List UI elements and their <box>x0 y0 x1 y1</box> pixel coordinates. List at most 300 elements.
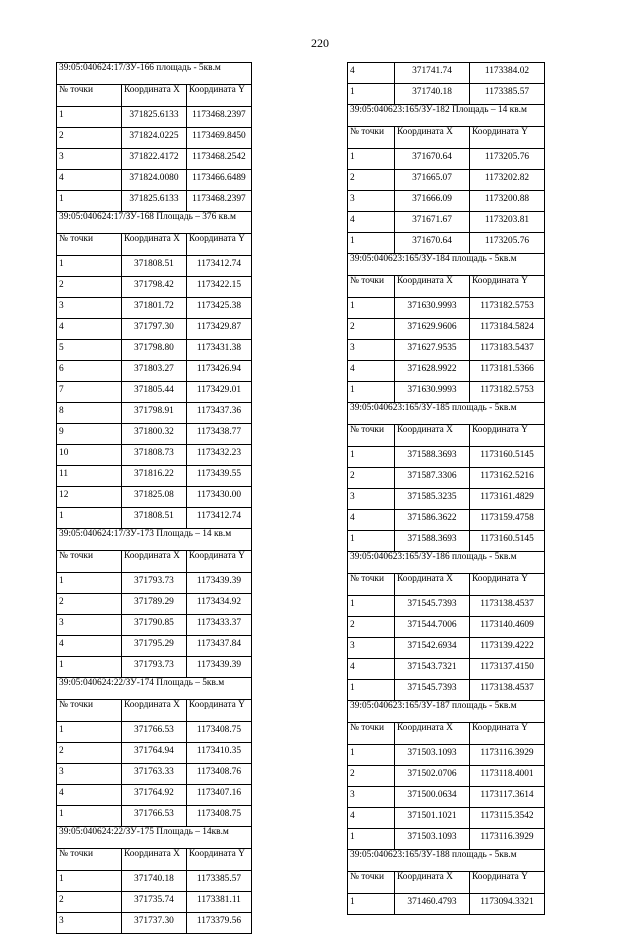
coordinate-y: 1173139.4222 <box>470 638 545 659</box>
parcel-title: 39:05:040623:165/ЗУ-185 площадь - 5кв.м <box>348 403 545 425</box>
point-number: 11 <box>57 466 122 487</box>
table-row <box>348 531 545 552</box>
coordinate-y-header: Координата Y <box>186 700 251 722</box>
left-coordinate-column <box>56 62 252 934</box>
coordinate-x: 371503.1093 <box>395 829 470 850</box>
coordinate-y-header: Координата Y <box>470 425 545 447</box>
point-number: 8 <box>57 403 122 424</box>
point-number: 2 <box>348 617 395 638</box>
point-number: 1 <box>57 871 122 892</box>
point-number: 9 <box>57 424 122 445</box>
point-number: 3 <box>57 149 122 170</box>
table-row <box>348 340 545 361</box>
coordinate-y: 1173117.3614 <box>470 787 545 808</box>
column-header-row <box>57 234 252 256</box>
coordinate-x: 371825.6133 <box>121 107 186 128</box>
point-number: 1 <box>348 298 395 319</box>
point-number: 3 <box>348 787 395 808</box>
coordinate-x: 371825.6133 <box>121 191 186 212</box>
coordinate-y: 1173183.5437 <box>470 340 545 361</box>
table-row <box>57 487 252 508</box>
coordinate-x: 371543.7321 <box>395 659 470 680</box>
coordinate-x: 371824.0225 <box>121 128 186 149</box>
parcel-title-row <box>57 678 252 700</box>
coordinate-y: 1173426.94 <box>186 361 251 382</box>
table-row <box>348 170 545 191</box>
point-number: 3 <box>348 638 395 659</box>
point-number: 2 <box>348 468 395 489</box>
coordinate-y: 1173468.2542 <box>186 149 251 170</box>
coordinate-y: 1173385.57 <box>470 84 545 105</box>
point-number: 4 <box>57 170 122 191</box>
coordinate-y: 1173182.5753 <box>470 298 545 319</box>
column-header-row <box>348 872 545 894</box>
coordinate-y-header: Координата Y <box>470 574 545 596</box>
table-row <box>348 212 545 233</box>
table-row <box>348 361 545 382</box>
parcel-title: 39:05:040624:17/ЗУ-168 Площадь – 376 кв.м <box>57 212 252 234</box>
coordinate-x: 371764.92 <box>121 785 186 806</box>
parcel-title-row <box>348 850 545 872</box>
point-number: 3 <box>57 615 122 636</box>
point-number-header: № точки <box>348 872 395 894</box>
table-row <box>348 596 545 617</box>
table-row <box>57 382 252 403</box>
coordinate-x: 371741.74 <box>395 63 470 84</box>
table-row <box>348 298 545 319</box>
coordinate-y: 1173200.88 <box>470 191 545 212</box>
coordinate-x: 371737.30 <box>121 913 186 934</box>
coordinate-y: 1173432.23 <box>186 445 251 466</box>
coordinate-y: 1173468.2397 <box>186 107 251 128</box>
coordinate-x-header: Координата X <box>121 700 186 722</box>
coordinate-x: 371824.0080 <box>121 170 186 191</box>
coordinate-y: 1173429.87 <box>186 319 251 340</box>
point-number: 3 <box>348 191 395 212</box>
page-number: 220 <box>311 36 329 50</box>
coordinate-x: 371808.73 <box>121 445 186 466</box>
point-number: 1 <box>348 680 395 701</box>
table-row <box>57 191 252 212</box>
table-row <box>57 298 252 319</box>
coordinate-x: 371800.32 <box>121 424 186 445</box>
coordinate-y-header: Координата Y <box>186 849 251 871</box>
parcel-title-row <box>348 254 545 276</box>
point-number: 5 <box>57 340 122 361</box>
point-number: 2 <box>57 594 122 615</box>
coordinate-x: 371801.72 <box>121 298 186 319</box>
table-row <box>57 722 252 743</box>
point-number: 4 <box>57 319 122 340</box>
coordinate-y-header: Координата Y <box>470 723 545 745</box>
coordinate-x: 371500.0634 <box>395 787 470 808</box>
coordinate-y: 1173162.5216 <box>470 468 545 489</box>
table-row <box>348 829 545 850</box>
table-row <box>57 508 252 529</box>
table-row <box>57 170 252 191</box>
table-row <box>57 445 252 466</box>
table-row <box>57 277 252 298</box>
coordinate-x: 371627.9535 <box>395 340 470 361</box>
table-row <box>57 319 252 340</box>
table-row <box>348 468 545 489</box>
coordinate-x-header: Координата X <box>395 127 470 149</box>
coordinate-y: 1173205.76 <box>470 233 545 254</box>
point-number: 3 <box>57 913 122 934</box>
coordinate-x: 371808.51 <box>121 508 186 529</box>
point-number: 2 <box>57 128 122 149</box>
coordinate-x: 371670.64 <box>395 233 470 254</box>
table-row <box>57 764 252 785</box>
coordinate-x-header: Координата X <box>395 276 470 298</box>
point-number: 1 <box>348 829 395 850</box>
coordinate-y: 1173160.5145 <box>470 447 545 468</box>
coordinate-y-header: Координата Y <box>186 85 251 107</box>
coordinate-y: 1173381.11 <box>186 892 251 913</box>
coordinate-x: 371798.91 <box>121 403 186 424</box>
table-row <box>348 63 545 84</box>
point-number: 1 <box>348 745 395 766</box>
parcel-title-row <box>57 827 252 849</box>
coordinate-y: 1173425.38 <box>186 298 251 319</box>
table-row <box>57 636 252 657</box>
point-number: 3 <box>57 298 122 319</box>
coordinate-y: 1173116.3929 <box>470 829 545 850</box>
coordinate-y: 1173429.01 <box>186 382 251 403</box>
parcel-title-row <box>57 63 252 85</box>
coordinate-y: 1173116.3929 <box>470 745 545 766</box>
parcel-title-row <box>348 105 545 127</box>
point-number: 2 <box>57 743 122 764</box>
coordinate-y: 1173182.5753 <box>470 382 545 403</box>
coordinate-x: 371502.0706 <box>395 766 470 787</box>
point-number: 12 <box>57 487 122 508</box>
table-row <box>348 510 545 531</box>
table-row <box>57 107 252 128</box>
parcel-title-row <box>57 212 252 234</box>
column-header-row <box>57 849 252 871</box>
coordinate-y-header: Координата Y <box>186 551 251 573</box>
column-header-row <box>348 723 545 745</box>
coordinate-y-header: Координата Y <box>186 234 251 256</box>
table-row <box>348 617 545 638</box>
coordinate-y: 1173140.4609 <box>470 617 545 638</box>
coordinate-x: 371630.9993 <box>395 382 470 403</box>
point-number: 2 <box>57 277 122 298</box>
table-row <box>348 233 545 254</box>
coordinate-y: 1173379.56 <box>186 913 251 934</box>
coordinate-y: 1173407.16 <box>186 785 251 806</box>
table-row <box>348 84 545 105</box>
table-row <box>348 382 545 403</box>
table-row <box>57 403 252 424</box>
coordinate-y: 1173431.38 <box>186 340 251 361</box>
parcel-title: 39:05:040623:165/ЗУ-187 площадь - 5кв.м <box>348 701 545 723</box>
coordinate-y: 1173094.3321 <box>470 894 545 915</box>
coordinate-x: 371542.6934 <box>395 638 470 659</box>
coordinate-x: 371740.18 <box>121 871 186 892</box>
coordinate-y: 1173184.5824 <box>470 319 545 340</box>
point-number-header: № точки <box>348 425 395 447</box>
coordinate-y: 1173430.00 <box>186 487 251 508</box>
table-row <box>57 892 252 913</box>
point-number: 1 <box>348 447 395 468</box>
table-row <box>57 149 252 170</box>
point-number: 4 <box>348 63 395 84</box>
point-number: 4 <box>348 808 395 829</box>
coordinate-y: 1173385.57 <box>186 871 251 892</box>
table-row <box>348 745 545 766</box>
column-header-row <box>348 276 545 298</box>
coordinate-x: 371803.27 <box>121 361 186 382</box>
parcel-title-row <box>348 552 545 574</box>
table-row <box>348 638 545 659</box>
table-row <box>57 871 252 892</box>
table-row <box>348 766 545 787</box>
point-number-header: № точки <box>57 234 122 256</box>
coordinate-x: 371822.4172 <box>121 149 186 170</box>
coordinate-y: 1173384.02 <box>470 63 545 84</box>
point-number-header: № точки <box>348 127 395 149</box>
coordinate-y: 1173412.74 <box>186 256 251 277</box>
coordinate-y: 1173118.4001 <box>470 766 545 787</box>
coordinate-x: 371764.94 <box>121 743 186 764</box>
table-row <box>57 594 252 615</box>
coordinate-x: 371628.9922 <box>395 361 470 382</box>
table-row <box>348 319 545 340</box>
coordinate-x: 371671.67 <box>395 212 470 233</box>
parcel-title: 39:05:040624:17/ЗУ-166 площадь - 5кв.м <box>57 63 252 85</box>
table-row <box>57 361 252 382</box>
coordinate-x: 371798.80 <box>121 340 186 361</box>
coordinate-x: 371798.42 <box>121 277 186 298</box>
coordinate-x: 371825.08 <box>121 487 186 508</box>
table-row <box>348 894 545 915</box>
column-header-row <box>348 574 545 596</box>
table-row <box>348 680 545 701</box>
coordinate-x: 371763.33 <box>121 764 186 785</box>
parcel-title-row <box>348 701 545 723</box>
column-header-row <box>57 551 252 573</box>
coordinate-y-header: Координата Y <box>470 127 545 149</box>
coordinate-y: 1173437.84 <box>186 636 251 657</box>
coordinate-y: 1173202.82 <box>470 170 545 191</box>
coordinate-x: 371793.73 <box>121 657 186 678</box>
coordinate-x-header: Координата X <box>395 425 470 447</box>
coordinate-x: 371666.09 <box>395 191 470 212</box>
coordinate-x-header: Координата X <box>395 872 470 894</box>
point-number: 1 <box>57 573 122 594</box>
point-number: 1 <box>57 256 122 277</box>
coordinate-y: 1173205.76 <box>470 149 545 170</box>
point-number: 2 <box>348 170 395 191</box>
coordinate-y: 1173439.55 <box>186 466 251 487</box>
point-number-header: № точки <box>57 551 122 573</box>
coordinate-x: 371670.64 <box>395 149 470 170</box>
right-coordinate-column <box>347 62 543 915</box>
point-number: 10 <box>57 445 122 466</box>
coordinate-y: 1173439.39 <box>186 657 251 678</box>
parcel-title: 39:05:040624:22/ЗУ-174 Площадь – 5кв.м <box>57 678 252 700</box>
coordinate-y: 1173137.4150 <box>470 659 545 680</box>
point-number-header: № точки <box>348 574 395 596</box>
point-number: 4 <box>348 510 395 531</box>
coordinate-x-header: Координата X <box>121 85 186 107</box>
point-number: 3 <box>348 489 395 510</box>
table-row <box>57 340 252 361</box>
coordinate-y: 1173434.92 <box>186 594 251 615</box>
coordinate-x: 371545.7393 <box>395 680 470 701</box>
point-number: 1 <box>348 233 395 254</box>
point-number: 1 <box>348 84 395 105</box>
coordinate-x: 371501.1021 <box>395 808 470 829</box>
coordinate-x-header: Координата X <box>121 849 186 871</box>
coordinate-x: 371545.7393 <box>395 596 470 617</box>
point-number: 2 <box>348 319 395 340</box>
coordinate-x: 371790.85 <box>121 615 186 636</box>
table-row <box>348 659 545 680</box>
coordinate-x: 371588.3693 <box>395 447 470 468</box>
coordinate-x-header: Координата X <box>395 574 470 596</box>
coordinate-x: 371805.44 <box>121 382 186 403</box>
coordinate-y: 1173469.8450 <box>186 128 251 149</box>
coordinate-x: 371544.7006 <box>395 617 470 638</box>
point-number: 1 <box>348 894 395 915</box>
coordinate-y-header: Координата Y <box>470 276 545 298</box>
coordinate-y: 1173159.4758 <box>470 510 545 531</box>
point-number: 2 <box>348 766 395 787</box>
table-row <box>348 447 545 468</box>
parcel-title: 39:05:040623:165/ЗУ-184 площадь - 5кв.м <box>348 254 545 276</box>
coordinate-y: 1173438.77 <box>186 424 251 445</box>
table-row <box>57 256 252 277</box>
point-number: 1 <box>57 191 122 212</box>
table-row <box>57 785 252 806</box>
point-number: 3 <box>57 764 122 785</box>
coordinate-x: 371586.3622 <box>395 510 470 531</box>
point-number: 4 <box>348 659 395 680</box>
point-number: 4 <box>57 785 122 806</box>
coordinate-x: 371585.3235 <box>395 489 470 510</box>
coordinate-y: 1173181.5366 <box>470 361 545 382</box>
parcel-title: 39:05:040624:17/ЗУ-173 Площадь – 14 кв.м <box>57 529 252 551</box>
coordinate-x: 371766.53 <box>121 722 186 743</box>
point-number-header: № точки <box>57 85 122 107</box>
table-row <box>348 191 545 212</box>
coordinate-y: 1173410.35 <box>186 743 251 764</box>
table-row <box>57 466 252 487</box>
point-number-header: № точки <box>57 700 122 722</box>
parcel-title-row <box>57 529 252 551</box>
coordinate-x: 371795.29 <box>121 636 186 657</box>
column-header-row <box>57 700 252 722</box>
table-row <box>57 573 252 594</box>
table-row <box>57 743 252 764</box>
coordinate-y: 1173437.36 <box>186 403 251 424</box>
point-number: 2 <box>57 892 122 913</box>
coordinate-y: 1173412.74 <box>186 508 251 529</box>
coordinate-x: 371808.51 <box>121 256 186 277</box>
point-number: 3 <box>348 340 395 361</box>
coordinate-x: 371789.29 <box>121 594 186 615</box>
table-row <box>348 787 545 808</box>
coordinate-x: 371629.9606 <box>395 319 470 340</box>
coordinate-x-header: Координата X <box>121 234 186 256</box>
coordinate-y: 1173433.37 <box>186 615 251 636</box>
column-header-row <box>57 85 252 107</box>
coordinate-x: 371630.9993 <box>395 298 470 319</box>
coordinate-x: 371766.53 <box>121 806 186 827</box>
point-number: 4 <box>57 636 122 657</box>
parcel-title: 39:05:040623:165/ЗУ-186 площадь - 5кв.м <box>348 552 545 574</box>
coordinate-x: 371740.18 <box>395 84 470 105</box>
coordinate-y: 1173203.81 <box>470 212 545 233</box>
coordinate-y-header: Координата Y <box>470 872 545 894</box>
parcel-title: 39:05:040623:165/ЗУ-182 Площадь – 14 кв.м <box>348 105 545 127</box>
point-number: 1 <box>57 806 122 827</box>
coordinate-y: 1173468.2397 <box>186 191 251 212</box>
point-number: 7 <box>57 382 122 403</box>
coordinate-y: 1173160.5145 <box>470 531 545 552</box>
point-number: 4 <box>348 212 395 233</box>
point-number: 6 <box>57 361 122 382</box>
point-number: 1 <box>57 722 122 743</box>
coordinate-x: 371460.4793 <box>395 894 470 915</box>
coordinate-y: 1173408.75 <box>186 722 251 743</box>
point-number: 1 <box>348 596 395 617</box>
coordinate-y: 1173439.39 <box>186 573 251 594</box>
coordinate-x: 371503.1093 <box>395 745 470 766</box>
point-number-header: № точки <box>57 849 122 871</box>
parcel-title: 39:05:040624:22/ЗУ-175 Площадь – 14кв.м <box>57 827 252 849</box>
right-coordinate-table <box>347 62 545 915</box>
parcel-title-row <box>348 403 545 425</box>
column-header-row <box>348 425 545 447</box>
coordinate-x: 371793.73 <box>121 573 186 594</box>
point-number: 1 <box>348 149 395 170</box>
point-number-header: № точки <box>348 723 395 745</box>
coordinate-y: 1173161.4829 <box>470 489 545 510</box>
table-row <box>57 657 252 678</box>
point-number: 4 <box>348 361 395 382</box>
coordinate-x: 371816.22 <box>121 466 186 487</box>
coordinate-x: 371587.3306 <box>395 468 470 489</box>
coordinate-y: 1173138.4537 <box>470 596 545 617</box>
point-number: 1 <box>57 508 122 529</box>
left-coordinate-table <box>56 62 252 934</box>
coordinate-x-header: Координата X <box>121 551 186 573</box>
table-row <box>57 424 252 445</box>
coordinate-x: 371665.07 <box>395 170 470 191</box>
coordinate-y: 1173422.15 <box>186 277 251 298</box>
coordinate-y: 1173408.76 <box>186 764 251 785</box>
point-number-header: № точки <box>348 276 395 298</box>
parcel-title: 39:05:040623:165/ЗУ-188 площадь - 5кв.м <box>348 850 545 872</box>
coordinate-y: 1173138.4537 <box>470 680 545 701</box>
coordinate-y: 1173115.3542 <box>470 808 545 829</box>
table-row <box>57 806 252 827</box>
coordinate-x: 371735.74 <box>121 892 186 913</box>
coordinate-x-header: Координата X <box>395 723 470 745</box>
coordinate-y: 1173466.6489 <box>186 170 251 191</box>
coordinate-x: 371588.3693 <box>395 531 470 552</box>
table-row <box>348 149 545 170</box>
table-row <box>57 128 252 149</box>
point-number: 1 <box>57 657 122 678</box>
table-row <box>348 489 545 510</box>
table-row <box>57 615 252 636</box>
coordinate-x: 371797.30 <box>121 319 186 340</box>
